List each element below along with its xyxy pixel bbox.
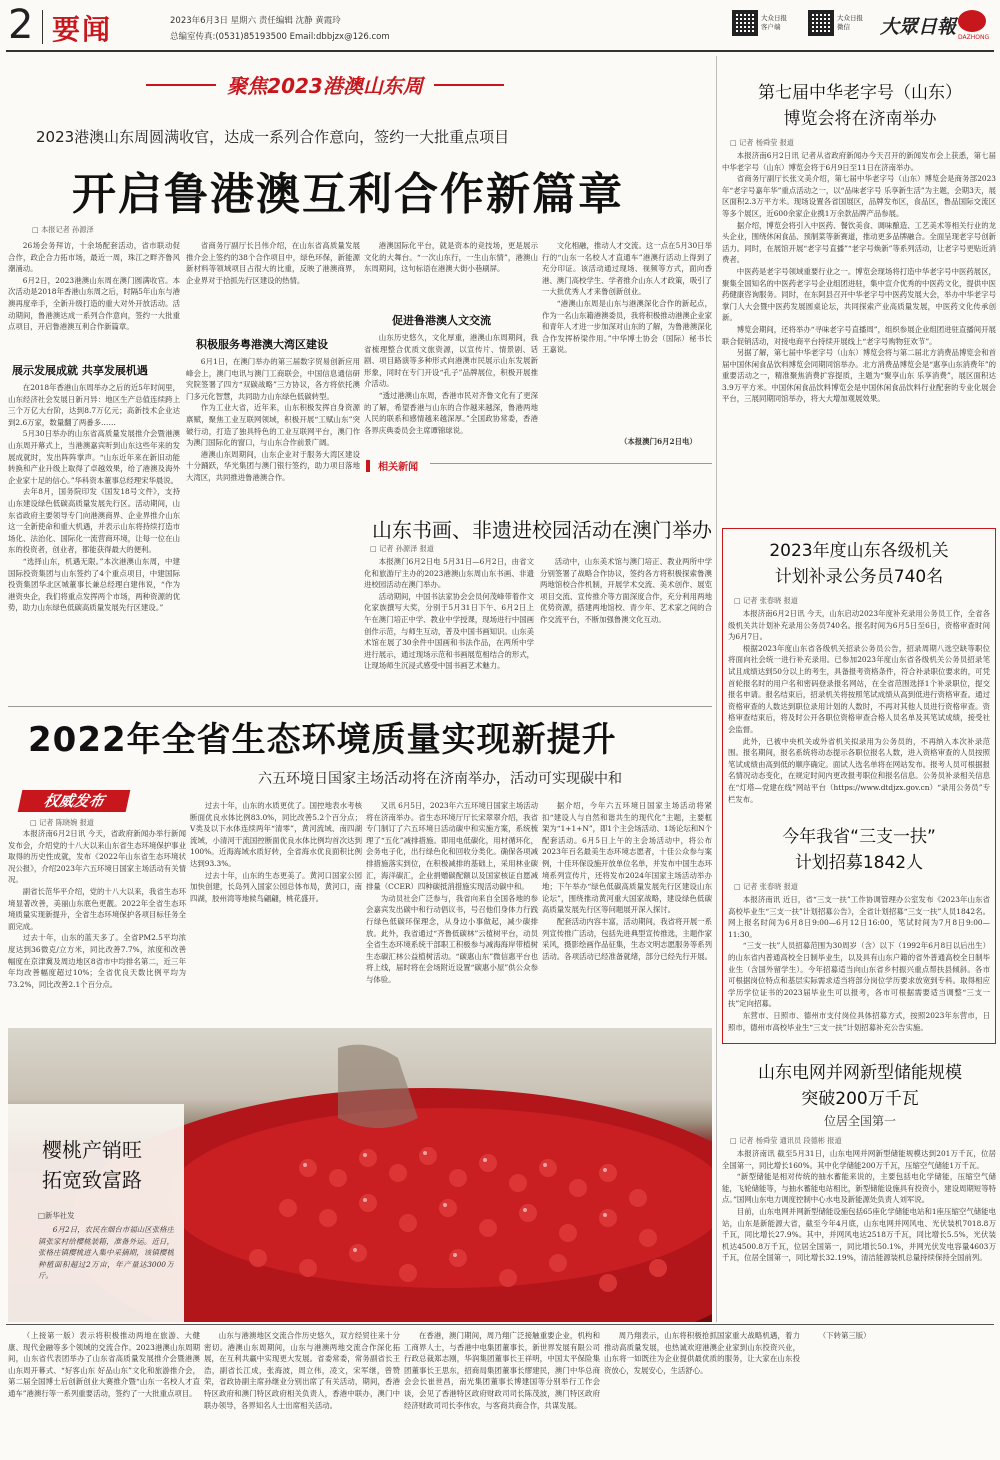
cherry-photo xyxy=(8,1028,712,1322)
related-col-1: 本报澳门6月2日电 5月31日—6月2日，由省文化和旅游厅主办的2023港澳山东周山东书画、非遗进校园活动在澳门举办。 活动期间，中国书法家协会会员何茂峰带着作文化家族撰写大奖，分别于5月31日下午、6月2日上午在澳门培正中学、教业中学授课，现场进行中国画创作示范，与师生互动，普及中国书画知识。山东美术馆在展了30余件中国画和书法作品，在两所中学进行展示，通过现场示范和书画展览相结合的形式，让现场师生沉浸式感受中国书画艺术魅力。 xyxy=(364,557,534,671)
contact-line: 总编室传真:(0531)85193500 Email:dbbjzx@126.com xyxy=(170,32,390,42)
date-line: 2023年6月3日 星期六 责任编辑 沈静 黄霞玲 xyxy=(170,16,341,26)
right1-headline-l2: 博览会将在济南举办 xyxy=(783,109,937,129)
right1-headline-l1: 第七届中华老字号（山东） xyxy=(758,83,962,103)
feature-col-2b: 6月1日，在澳门举办的第三届数字贸易创新应用峰会上，澳门电讯与澳门工商联会，中国信息通信研究院签署了四方“双碳战略”三方协议，各方将依托澳门多元化智慧，共同助力山东绿色低碳转型。 作为工业大省，近年来，山东积极发挥自身资源禀赋，聚焦工业互联网领域，积极开展“工赋山东”突破行动，打造了独具特色的工业互联网平台，澳门作为澳门国际化的窗口，与山东合作前景广阔。 港澳山东周期间，山东企业对于服务大湾区建设十分踊跃，华光集团与澳门银行签约，助力项目落地大湾区，共同推进鲁港澳合作。 xyxy=(186,357,360,482)
page-number-divider xyxy=(42,10,43,44)
banner-rule-left xyxy=(146,84,216,86)
continuation-col-5: （下转第三版） xyxy=(818,1331,871,1340)
newspaper-logo-en: DAZHONG xyxy=(958,34,990,41)
right3-byline: □ 记者 张春晓 报道 xyxy=(734,882,798,891)
photo-title-line2: 拓宽致富路 xyxy=(42,1168,142,1192)
continuation-col-3: 在香港，澳门期间，周乃翔广泛接触重要企业，机构和工商界人士，与香港中电集团董事长，新世界发展有限公司行政总裁郑志刚，华润集团董事长王祥明，中国太平保险集团董事长王思东，招商局集团董事长缪建民，澳门中华总商会会长崔世昌，南光集团董事长博建国等分别举行工作会谈，会见了香港特区政府财政司司长陈茂波，澳门特区政府经济财政司司长李伟农，与客商共商合作，共谋发展。 xyxy=(404,1331,600,1410)
ecology-tag xyxy=(18,790,131,812)
photo-credit: □新华社发 xyxy=(38,1211,75,1220)
right4-byline: □ 记者 杨舜莹 通讯员 段德彬 报道 xyxy=(730,1136,842,1145)
right1-byline: □ 记者 杨舜莹 报道 xyxy=(730,138,794,147)
right4-subtitle: 位居全国第一 xyxy=(823,1114,896,1128)
continuation-col-1: （上接第一版）表示将积极推动两地在旅游、大健康、现代金融等多个领域的交流合作。2023港澳山东周期间，山东省代表团举办了山东省高质量发展推介会暨港澳山东周开幕式、“好客山东 好品山东”文化和旅游推介会，第二届全国博士后创新创业大赛推介暨“山东一名校人才直通车”港澳行等一系列重要活动，签约了一大批重点项目。 xyxy=(8,1331,200,1398)
feature-banner xyxy=(110,70,540,96)
photo-caption-box xyxy=(8,1104,184,1322)
right2-headline-l2: 计划补录公务员740名 xyxy=(774,567,944,587)
ecology-col-3: 又讯 6月5日，2023年六五环境日国家主场活动将在济南举办。省生态环境厅厅长宋翠翠介绍，我省专门制订了六五环境日活动碳中和实施方案，系统梳理了“五化”减排措施。即用电低碳化，用材循环化，会务电子化，出行绿色化和回收分类化。确保各项减排措施落实到位，在积极减排的基础上，采用林业碳汇，海洋碳汇，企业捐赠碳配额以及国家核证自愿减排量（CCER）四种碳抵消措施实现活动碳中和。 为动员社会广泛参与，我省向来自全国各地的参会嘉宾发出碳中和行动倡议书，号召他们身体力行践行绿色低碳环保理念，从身边小事做起，减少碳排放。此外，我省通过“齐鲁低碳林”云植树平台，动员全省生态环境系统干部职工积极参与减海海岸带植树生态碳汇林公益植树活动。“碳惠山东”微信惠平台也将上线，届时将在会场附近设置“碳惠小屋”供公众参与体验。 xyxy=(366,801,538,984)
related-tag-rule xyxy=(430,463,712,464)
ecology-kicker: 六五环境日国家主场活动将在济南举办，活动可实现碳中和 xyxy=(258,771,622,787)
feature-byline: □ 本报记者 孙源泽 xyxy=(32,225,94,234)
ecology-col-2: 过去十年，山东的水质更优了。国控地表水考核断面优良水体比例83.0%，同比改善5.2个百分点；V类及以下水体连续两年“清零”，黄河流域、南四湖流域，小清河干流国控断面优良水体比例均首次达到100%。近海海域水质好转，全省海水优良面积比例达到93.3%。 过去十年，山东的生态更美了。黄河口国家公园加快创建，长岛列入国家公园总体布局，黄河口，南四湖，胶州湾等地候鸟翩翩，桃花盛开。 xyxy=(190,801,362,903)
feature-col-3b: 山东历史悠久，文化厚重，港澳山东周期间，我省梳理整合优质文旅资源，以宣传片、情景剧、话剧、项目路演等多种形式向港澳市民展示山东发展新形象，同时在专门开设“孔子”品牌展位，积极开展推介活动。 “透过港澳山东周，香港市民对齐鲁文化有了更深的了解，希望香港与山东的合作越来越深，鲁港两地人民的联系和感情越来越深厚。”全国政协常委，香港各界庆典委员会主席谭锦球说。 xyxy=(364,333,538,435)
section-name: 要闻 xyxy=(52,13,113,46)
feature-col-2a: 省商务厅副厅长吕伟介绍，在山东省高质量发展推介会上签约的38个合作项目中，绿色环保，新能源新材料等领域项目占很大的比重，反映了港澳商界，企业界对于拾抓先行区建设的热情。 xyxy=(186,241,360,285)
client-qr-caption: 大众日报 客户端 xyxy=(761,14,787,31)
continuation-col-2: 山东与港澳地区交流合作历史悠久，双方经贸往来十分密切。港澳山东周期间，山东与港澳两地交流合作深化拓展，在互利共赢中实现更大发展。省委常委，常务副省长王浩，副省长江成，张海波，周立伟，凌文，宋军继，曾赞荣，省政协副主席孙继业分别出席了有关活动，期间，香港特区政府和澳门特区政府相关负责人，香港中联办，澳门中联办领导，各界知名人士出席相关活动。 xyxy=(204,1331,400,1410)
ecology-tag-label: 权威发布 xyxy=(42,792,106,810)
feature-col-1a: 26场会务拜访，十余场配套活动，省市联动促合作，政企合力拓市场，最近一周，珠江之畔齐鲁风潮涌动。 6月2日，2023港澳山东周在澳门圆满收官。本次活动是2018年香港山东周之后，时隔5年山东与港澳再度牵手，全新升级打造的重大对外开放活动。活动期间，鲁港澳达成一系列合作意向，签约一大批重点项目，开启鲁港澳互利合作新篇章。 xyxy=(8,241,180,332)
related-tag xyxy=(366,455,418,471)
client-qr-code[interactable] xyxy=(732,10,758,36)
newspaper-logo-name: 大眾日報 xyxy=(880,16,957,38)
feature-col-4: 文化相融，推动人才交流。这一点在5月30日举行的“山东一名校人才直通车”港澳行活动上得到了充分印证。该活动通过现场、视频等方式，面向香港、澳门高校学生、学者推介山东人才政策，吸引了一大批优秀人才来鲁创新创业。 “港澳山东周是山东与港澳深化合作的新起点，作为一名山东籍港澳委员，我将积极推动港澳企业家和青年人才进一步加深对山东的了解，为鲁港澳深化合作发挥桥梁作用。”中华博士协会（国际）秘书长王嘉说。 xyxy=(542,241,712,355)
ecology-headline: 2022年全省生态环境质量实现新提升 xyxy=(28,720,617,760)
logo-mark-icon xyxy=(958,10,986,32)
masthead-rule xyxy=(6,50,994,52)
related-tag-marker xyxy=(366,460,370,472)
feature-col-1b: 在2018年香港山东周举办之后的近5年时间里，山东经济社会发展日新月异：地区生产总值连续跨上三个万亿大台阶，达到8.7万亿元；高新技术企业达到2.6万家，数量翻了两番多…… 5月30日举办的山东省高质量发展推介会暨港澳山东周开幕式上，当港澳嘉宾听到山东这些年来的发展成就时，发出阵阵掌声。“山东近年来在新旧动能转换和产业升级上取得了卓越效果，给了港澳及海外企业家十足的信心。”华科资本董事总经理宋华晨说。 去年8月，国务院印发《国发18号文件》，支持山东建设绿色低碳高质量发展先行区。活动期间，山东省政府主要领导专门向港澳商界、企业界推介山东这一全新使命和重大机遇，并表示山东将持续打造市场化、法治化、国际化一流营商环境，让每一位在山东的投资者，创业者，都能获得最大的便利。 “选择山东，机遇无限。”本次港澳山东周，中建国际投资集团与山东签约了4个重点项目，中建国际投资集团华北区城董事长兼总经理白建伟说，“作为港资央企，我们将重点发挥两个市场，两种资源的优势，助力山东绿色低碳高质量发展先行区建设。” xyxy=(8,383,180,613)
right1-body: 本报济南6月2日讯 记者从省政府新闻办今天召开的新闻发布会上获悉，第七届中华老字号（山东）博览会将于6月9日至11日在济南举办。 省商务厅副厅长张文美介绍，第七届中华老字号（山东）博览会是商务部2023年“老字号嘉年华”重点活动之一，以“品味老字号 乐享新生活”为主题，会期3天，展区面积2.3万平方米。现场设置各省国展区，品牌发布区，食品区，鲁品国际交流区等多个展区，近600余家企业携1万余款品牌产品参展。 据介绍，博览会将引入中医药、餐饮美食、调味酿造、工艺美术等相关行业的龙头企业，围绕休闲食品、预制菜等新赛道，推动更多品牌融合。全面呈现老字号创新活力。同时，在展馆开展“老字号直播”“老字号焕新”等系列活动，让老字号更贴近消费者。 中医药是老字号领域重要行业之一。博览会现场将打造中华老字号中医药展区，聚集全国知名的中医药老字号企业组团进驻，集中宣介优秀的中医药文化，提供中医药健康咨询服务。同时，在东阿县召开中华老字号中医药发展大会，举办中华老字号掌门人大会暨中医药发展圆桌论坛，共同探索产业高质量发展，中医药文化传承创新。 博览会期间，还将举办“寻味老字号直播周”，组织参展企业组团进驻直播间开展联合促销活动，对接电商平台持续开展线上“老字号购物狂欢节”。 另据了解，第七届中华老字号（山东）博览会将与第二届北方消费品博览会和首届中国休闲食品饮料博览会同期同馆举办。北方消费品博览会是“惠享山东消费年”的重要活动之一，精准聚焦消费扩容提质，主题为“聚享山东 乐享消费”，展区面积达3.9万平方米。中国休闲食品饮料博览会是中国休闲食品饮料行业配套的专业化展会平台，三展同期同馆举办，将大大增加观展效果。 xyxy=(722,151,996,404)
related-tag-label: 相关新闻 xyxy=(378,462,419,473)
right-column-divider xyxy=(716,56,717,1322)
right3-body: 本报济南讯 近日，省“三支一扶”工作协调管理办公室发布《2023年山东省高校毕业生“三支一扶”计划招募公告》，全省计划招募“三支一扶”人员1842名。网上报名时间为6月8日9:00—6月12日16:00，笔试时间为7月8日9:00—11:30。 “三支一扶”人员招募范围为30周岁（含）以下（1992年6月8日以后出生）的山东省内普通高校全日制毕业生，以及具有山东户籍的省外普通高校全日制毕业生（含国外留学生）。今年招募适当向山东省乡村振兴重点帮扶县倾斜。各市可根据岗位特点和基层实际需求适当将部分岗位学历要求放宽到专科。取得相应学历学位证书的2023届毕业生可以报考，各市可根据需要适当调整“三支一扶”定向招募。 东营市、日照市、德州市支付岗位具体招募方式，按照2023年东营市，日照市，德州市高校毕业生“三支一扶”计划招募补充公告实施。 xyxy=(728,895,990,1032)
right4-headline-l1: 山东电网并网新型储能规模 xyxy=(758,1063,962,1083)
right2-byline: □ 记者 张春晓 报道 xyxy=(734,596,798,605)
feature-subhead-1: 展示发展成就 共享发展机遇 xyxy=(12,364,148,377)
ecology-col-4: 据介绍，今年六五环境日国家主场活动将紧扣“建设人与自然和谐共生的现代化”主题，主要框架为“1+1+N”，即1个主会场活动、1场论坛和N个配套活动。6月5日上午的主会场活动中，将公布2023年百名最美生态环境志愿者，十佳公众参与案例，十佳环保设施开放单位名单，并发布中国生态环境系列宣传片，还将发布2024年国家主场活动举办地；下午举办“绿色低碳高质量发展先行区建设山东论坛”，围绕推动黄河重大国家战略，建设绿色低碳高质量发展先行区等问题展开深入探讨。 配套活动内容丰富，活动期间，我省将开展一系列宣传推广活动，包括先进典型宣传推选，主题作家采风，摄影绘画作品征集，生态文明志愿服务等系列活动。各项活动已经准备就绪，部分已经先行开展。 xyxy=(542,801,712,961)
right4-body: 本报济南讯 截至5月31日，山东电网并网新型储能规模达到201万千瓦，位居全国第一，同比增长160%。其中化学储能200万千瓦，压缩空气储能1万千瓦。 “新型储能是相对传统的抽水蓄能来说的，主要包括电化学储能，压缩空气储能，飞轮储能等，与抽水蓄能电站相比，新型储能设施具有投资小，建设周期短等特点。”国网山东电力调度控制中心水电及新能源处负责人刘军说。 目前，山东电网并网新型储能设施包括65座化学储能电站和1座压缩空气储能电站，山东是新能源大省，截至今年4月底，山东电网并网风电、光伏装机7018.8万千瓦，同比增长27.9%。其中，并网风电达2518万千瓦，同比增长5.5%，光伏装机达4500.8万千瓦，位居全国第一，同比增长50.1%，并网光伏发电容量4603万千瓦，位居全国第一，同比增长32.19%，清洁能源装机总量持续保持全国前列。 xyxy=(722,1149,996,1263)
wechat-qr-code[interactable] xyxy=(808,10,834,36)
feature-subhead-3: 促进鲁港澳人文交流 xyxy=(392,314,491,327)
right2-body: 本报济南6月2日讯 今天，山东启动2023年度补充录用公务员工作，全省各级机关共计划补充录用公务员740名。报名时间为6月5日至6日，资格审查时间为6月7日。 根据2023年度山东省各级机关招录公务员公告，招录周期八选空缺等职位将面向社会统一进行补充录用。已参加2023年度山东省各级机关公务员招录笔试且成绩达到50分以上的考生，具备报考资格条件，符合补录职位要求的，可凭首轮报名时的用户名和密码登录报名网站，在全省范围选择1个补录职位，提交报名申请。报名结束后，招录机关将按照笔试成绩从高到低进行资格审查。通过资格审查的人数达到职位录用计划的人数时，不再对其他人员进行资格审查。资格审查结束后，将及时公开各职位资格审查合格人员名单及其笔试成绩，接受社会监督。 此外，已被中央机关或外省机关拟录用为公务员的，不再纳入本次补录范围。报名期间，报名系统将动态提示各职位报名人数，进入资格审查的人员按照笔试成绩由高到低的顺序确定。面试人选名单将在网站发布。报考人员可根据报名情况动态变化，在规定时间内更改报考职位和报名信息。公务员补录相关信息在“灯塔—党建在线”网站平台（https://www.dtdjzx.gov.cn）“录用公务员”专栏发布。 xyxy=(728,609,990,804)
continuation-col-4: 周乃翔表示，山东将积极抢抓国家重大战略机遇，着力推动高质量发展，也热诚欢迎港澳企业家到山东投资兴业，山东将一如既往为企业提供最优质的服务，让大家在山东投资放心，发展安心，生活舒心。 xyxy=(604,1331,800,1375)
feature-headline: 开启鲁港澳互利合作新篇章 xyxy=(72,169,624,220)
right4-headline-l2: 突破200万千瓦 xyxy=(801,1089,919,1109)
banner-rule-right xyxy=(434,84,504,86)
ecology-top-rule xyxy=(8,706,712,707)
right3-headline-l1: 今年我省“三支一扶” xyxy=(782,827,936,847)
continuation-top-rule xyxy=(6,1324,994,1325)
wechat-qr-caption: 大众日报 微信 xyxy=(837,14,863,31)
feature-subhead-2: 积极服务粤港澳大湾区建设 xyxy=(196,338,328,351)
related-headline: 山东书画、非遗进校园活动在澳门举办 xyxy=(372,518,712,542)
right2-headline-l1: 2023年度山东各级机关 xyxy=(769,541,949,561)
feature-footnote: （本报澳门6月2日电） xyxy=(620,437,697,446)
related-byline: □ 记者 孙源泽 报道 xyxy=(370,544,434,553)
related-col-2: 活动中，山东美术馆与澳门培正、教业两所中学分别签署了战略合作协议，签约各方将积极探索鲁澳两地馆校合作机制，开展学术交流、美术创作、展览项目交流、宣传推介等方面深度合作，充分利用两地优势资源，搭建两地馆校、青少年、艺术家之间的合作交流平台，不断加强鲁澳文化互动。 xyxy=(540,557,712,624)
feature-banner-text: 聚焦2023港澳山东周 xyxy=(227,74,423,98)
ecology-col-1: 本报济南6月2日讯 今天，省政府新闻办举行新闻发布会，介绍党的十八大以来山东省生态环境保护事业取得的历史性成就，发布《2022年山东省生态环境状况公报》，介绍2023年六五环境日国家主场活动有关情况。 副省长范华平介绍，党的十八大以来，我省生态环境显著改善，美丽山东底色更靓。2022年全省生态环境质量实现新提升，全省生态环境保护各项目标任务全面完成。 过去十年，山东的蓝天多了。全省PM2.5平均浓度达到36微克/立方米，同比改善7.7%，浓度和改善幅度在京津冀及周边地区8省市中均排名第二，近三年年均改善幅度超过10%；全省优良天数比例平均为73.2%，同比改善2.1个百分点。 xyxy=(8,829,186,989)
feature-col-3a: 港澳国际化平台，就是资本的竞技场，更是展示文化的大舞台。“一次山东行，一生山东情”，港澳山东周期间，这句标语在港澳大街小巷刷屏。 xyxy=(364,241,538,274)
newspaper-logo xyxy=(880,8,990,44)
feature-kicker: 2023港澳山东周圆满收官，达成一系列合作意向，签约一大批重点项目 xyxy=(36,128,510,146)
ecology-byline: □ 记者 陈晓婉 报道 xyxy=(30,818,94,827)
photo-title-line1: 樱桃产销旺 xyxy=(42,1138,142,1162)
right3-headline-l2: 计划招募1842人 xyxy=(794,853,924,873)
photo-caption: 6月2日，农民在烟台市福山区张格庄镇张家村给樱桃装箱，准备外运。近日，张格庄镇樱桃进入集中采摘期，该镇樱桃种植面积超过2万亩，年产量达3000万斤。 xyxy=(38,1225,174,1281)
page-number: 2 xyxy=(8,2,34,48)
